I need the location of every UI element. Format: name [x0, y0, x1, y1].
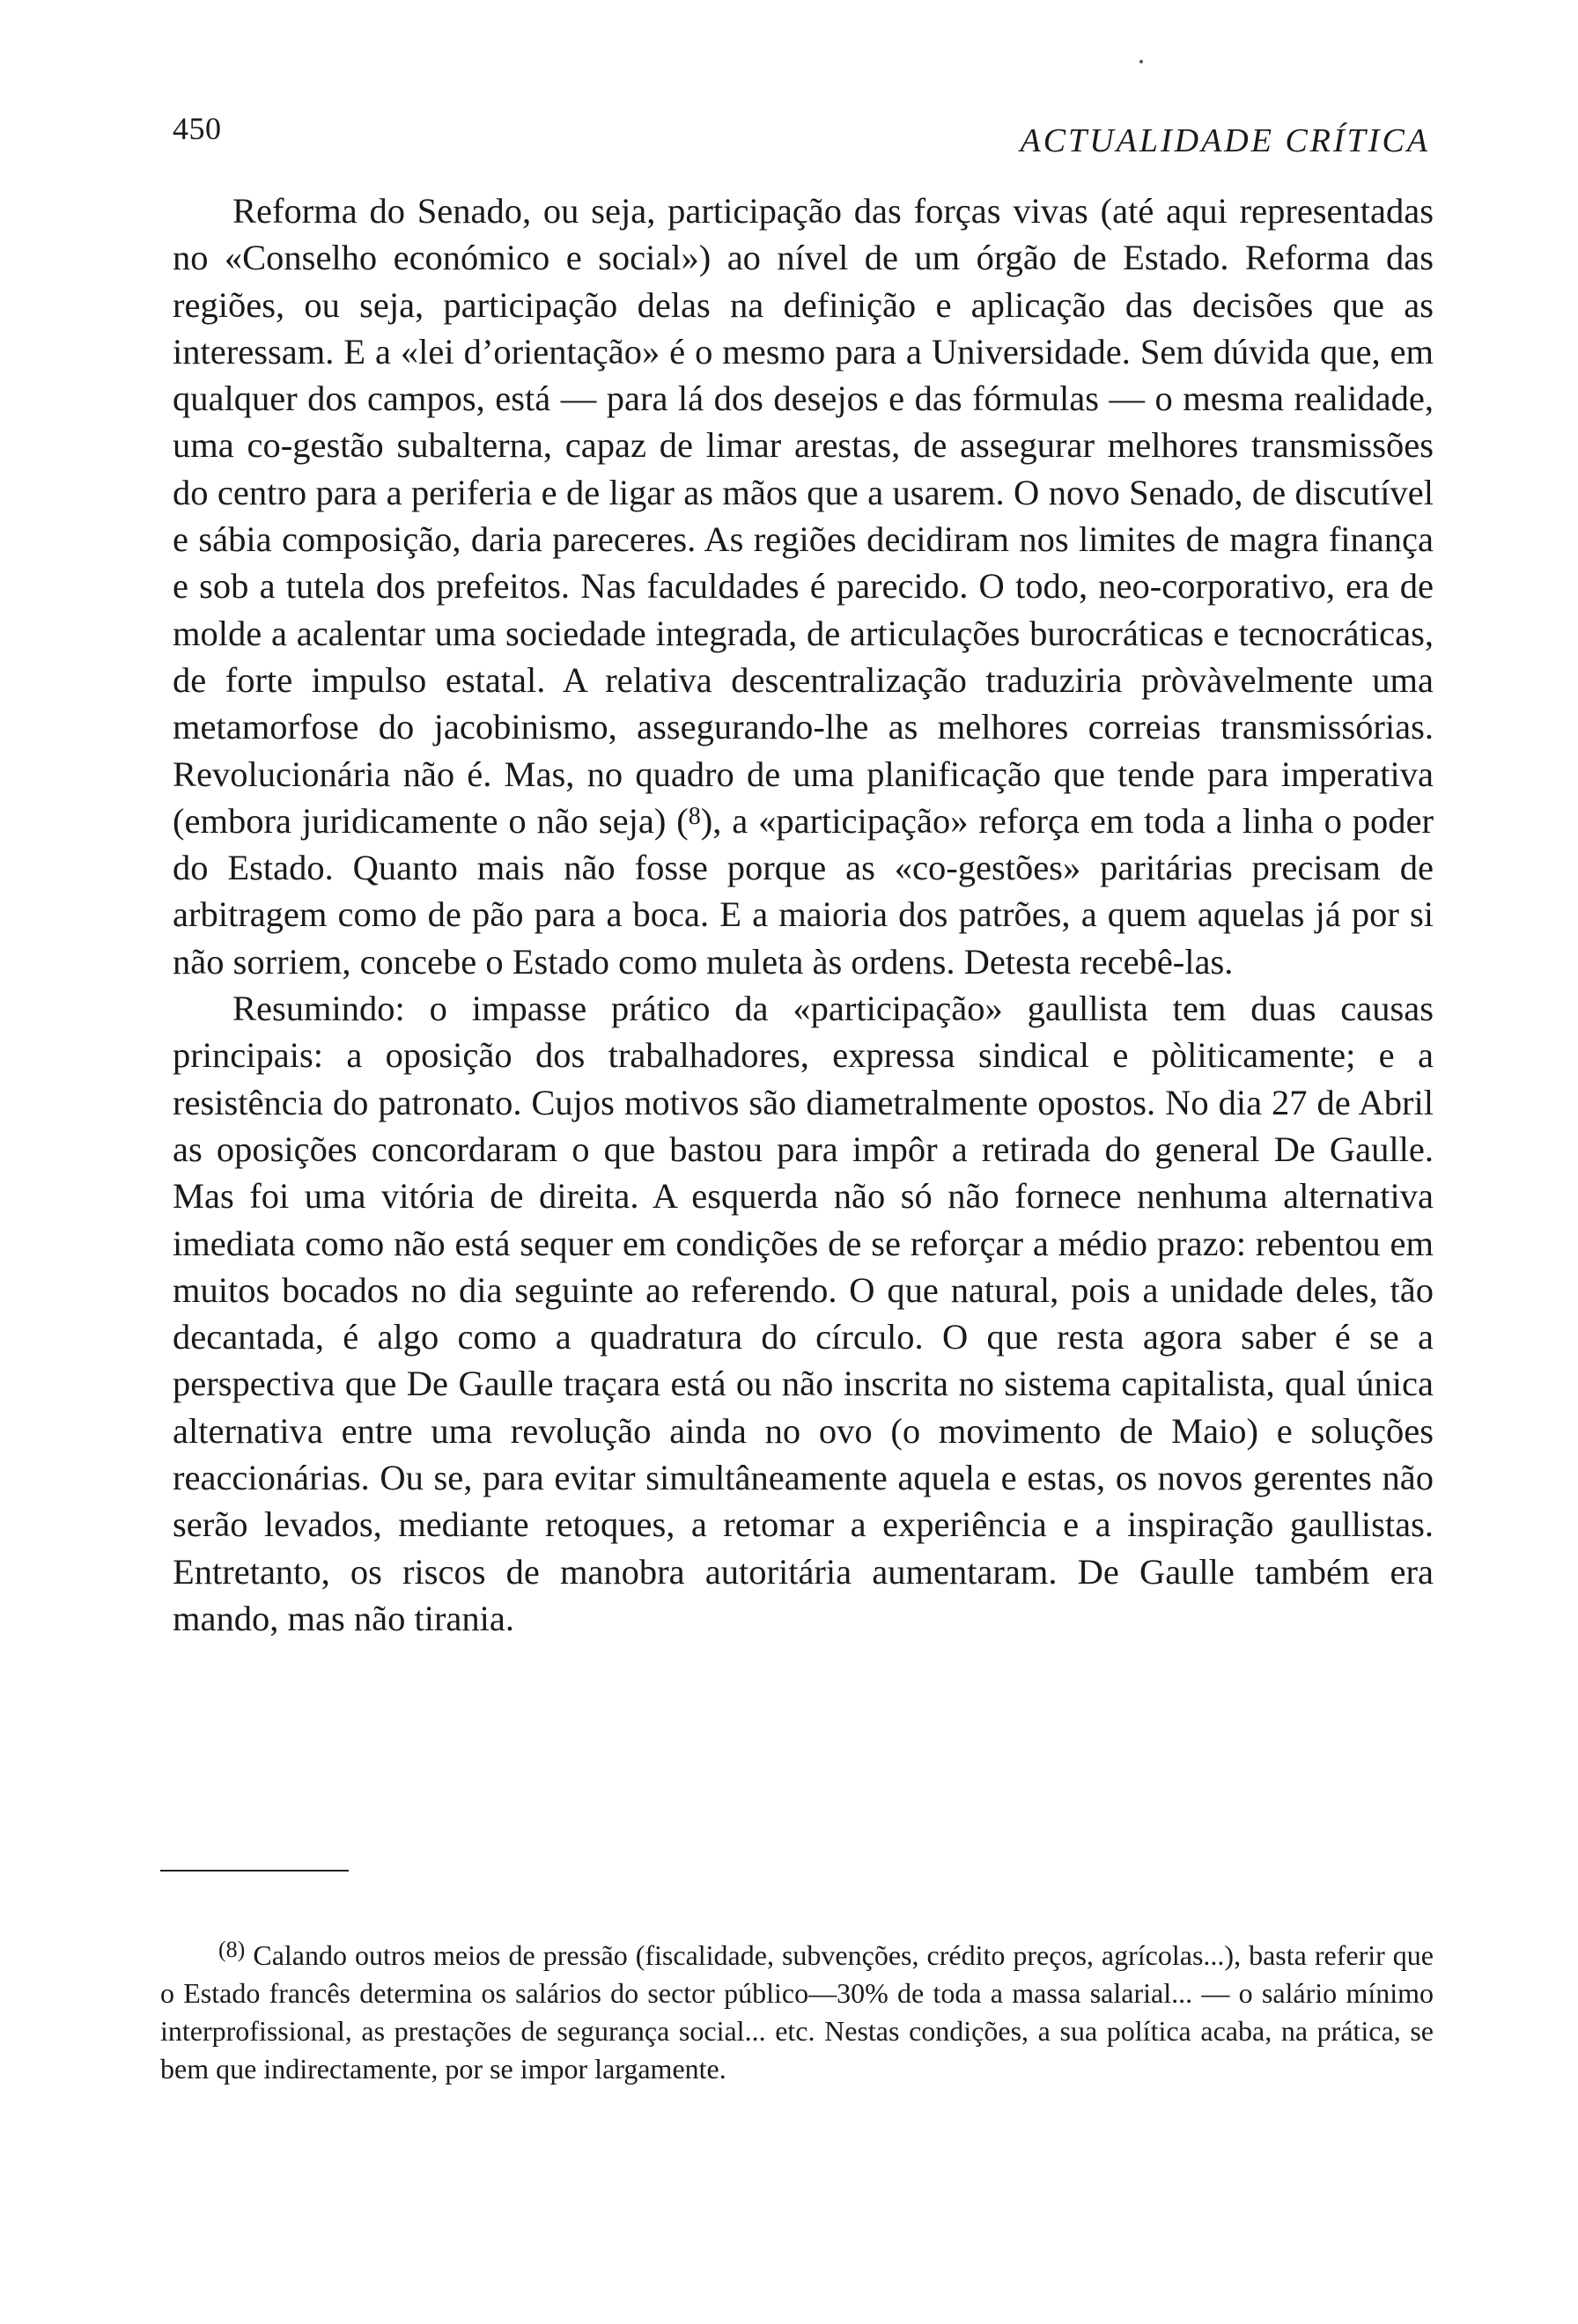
- running-title: ACTUALIDADE CRÍTICA: [1020, 122, 1430, 159]
- paragraph-2: Resumindo: o impasse prático da «participação» gaullista tem duas causas principais: a oposição dos trabalhadores, expressa sindical e pòliticamente; e a resistência do patronato. Cujos motivos são diametralmente opostos. No dia 27 de Abril as oposições concordaram o que bastou para impôr a retirada do general De Gaulle. Mas foi uma vitória de direita. A esquerda não só não fornece nenhuma alternativa imediata como não está sequer em condições de se reforçar a médio prazo: rebentou em muitos bocados no dia seguinte ao referendo. O que natural, pois a unidade deles, tão decantada, é algo como a quadratura do círculo. O que resta agora saber é se a perspectiva que De Gaulle traçara está ou não inscrita no sistema capitalista, qual única alternativa entre uma revolução ainda no ovo (o movimento de Maio) e soluções reaccionárias. Ou se, para evitar simultâneamente aquela e estas, os novos gerentes não serão levados, mediante retoques, a retomar a experiência e a inspiração gaullistas. Entretanto, os riscos de manobra autoritária aumentaram. De Gaulle também era mando, mas não tirania.: [173, 989, 1434, 1638]
- paragraph-1: [173, 188, 1434, 985]
- footnote-separator: [160, 1870, 349, 1872]
- page-number: 450: [173, 111, 222, 146]
- footnote-text: Calando outros meios de pressão (fiscalidade, subvenções, crédito preços, agrícolas...), basta referir que o Estado francês determina os salários do sector público—30% de toda a massa salarial... — o salário mínimo interprofissional, as prestações de segurança social... etc. Nestas condições, a sua política acaba, na prática, se bem que indirectamente, por se impor largamente.: [160, 1939, 1434, 2085]
- footnote: [160, 1937, 1434, 2088]
- body-text: [173, 188, 1434, 1642]
- scan-speck: [1139, 60, 1143, 63]
- paragraph-1-text-b: ), a «participação» reforça em toda a linha o poder do Estado. Quanto mais não fosse porque as «co-gestões» paritárias precisam de arbitragem como de pão para a boca. E a maioria dos patrões, a quem aquelas já por si não sorriem, concebe o Estado como muleta às ordens. Detesta recebê-las.: [173, 800, 1434, 982]
- footnote-marker: (8): [218, 1937, 246, 1962]
- paragraph-1-text-a: Reforma do Senado, ou seja, participação das forças vivas (até aqui representadas no «Conselho económico e social») ao nível de um órgão de Estado. Reforma das regiões, ou seja, participação delas na definição e aplicação das decisões que as interessam. E a «lei d’orientação» é o mesmo para a Universidade. Sem dúvida que, em qualquer dos campos, está — para lá dos desejos e das fórmulas — o mesma realidade, uma co-gestão subalterna, capaz de limar arestas, de assegurar melhores transmissões do centro para a periferia e de ligar as mãos que a usarem. O novo Senado, de discutível e sábia composição, daria pareceres. As regiões decidiram nos limites de magra finança e sob a tutela dos prefeitos. Nas faculdades é parecido. O todo, neo-corporativo, era de molde a acalentar uma sociedade integrada, de articulações burocráticas e tecnocráticas, de forte impulso estatal. A relativa descentralização traduziria pròvàvelmente uma metamorfose do jacobinismo, assegurando-lhe as melhores correias transmissórias. Revolucionária não é. Mas, no quadro de uma planificação que tende para imperativa (embora juridicamente o não seja) (: [173, 191, 1434, 841]
- footnote-reference: 8: [688, 802, 701, 830]
